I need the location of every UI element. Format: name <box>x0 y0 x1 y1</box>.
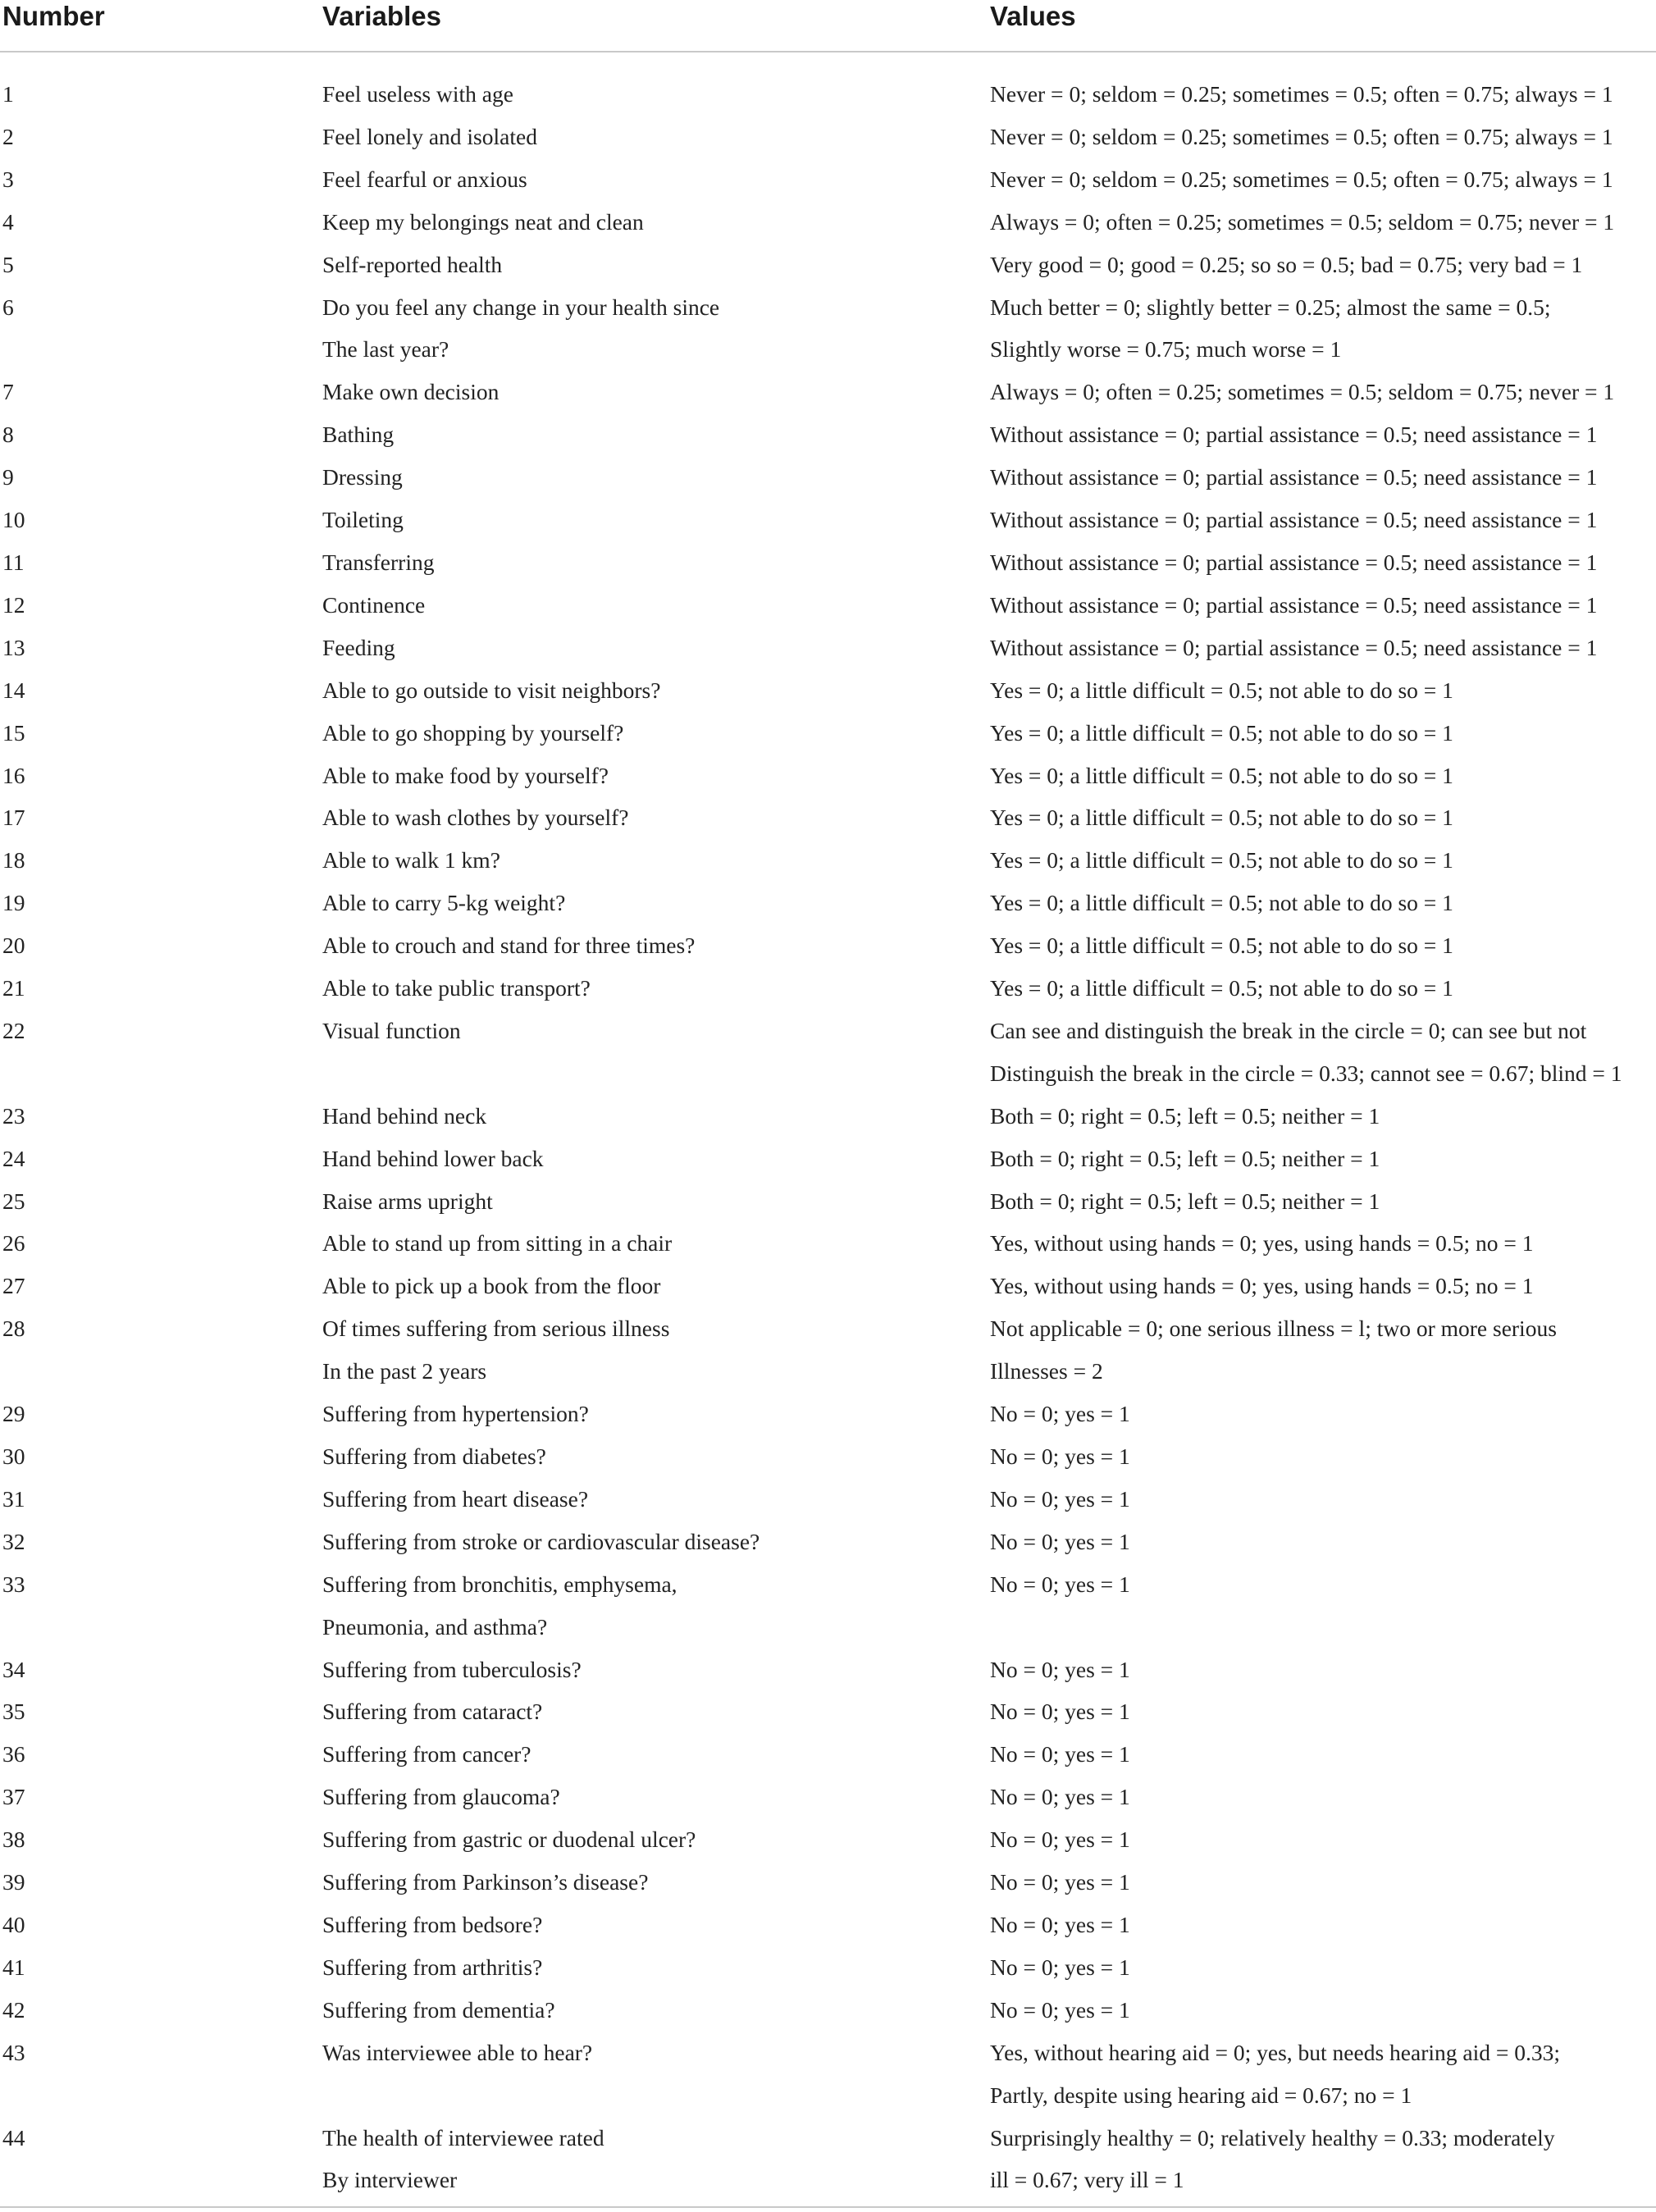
cell-variable <box>322 1095 990 1138</box>
table-row <box>0 1818 1656 1861</box>
cell-value-line: No = 0; yes = 1 <box>990 1656 1130 1682</box>
cell-variable-line: Feel lonely and isolated <box>322 123 537 149</box>
cell-variable-line: Suffering from tuberculosis? <box>322 1656 582 1682</box>
cell-number: 8 <box>2 422 14 448</box>
cell-value-line: Partly, despite using hearing aid = 0.67; no = 1 <box>990 2082 1412 2108</box>
cell-value <box>990 924 1656 967</box>
table-row <box>0 712 1656 755</box>
cell-value <box>990 158 1656 201</box>
cell-variable <box>322 73 990 116</box>
cell-variable-line: Was interviewee able to hear? <box>322 2039 593 2065</box>
cell-value <box>990 1861 1656 1904</box>
table-row <box>0 1776 1656 1818</box>
cell-value <box>990 839 1656 882</box>
cell-variable <box>322 244 990 286</box>
cell-value-line: Yes, without using hands = 0; yes, using hands = 0.5; no = 1 <box>990 1230 1534 1257</box>
cell-value-line: Yes = 0; a little difficult = 0.5; not able to do so = 1 <box>990 762 1453 788</box>
cell-number: 35 <box>2 1699 25 1725</box>
table-row <box>0 669 1656 712</box>
cell-value-line: Yes = 0; a little difficult = 0.5; not able to do so = 1 <box>990 975 1453 1001</box>
cell-number: 16 <box>2 762 25 788</box>
cell-value <box>990 456 1656 499</box>
cell-variable <box>322 1776 990 1818</box>
cell-value-line: Both = 0; right = 0.5; left = 0.5; neither = 1 <box>990 1102 1380 1129</box>
cell-variable-line: Continence <box>322 591 426 618</box>
cell-number: 43 <box>2 2039 25 2065</box>
table-row <box>0 456 1656 499</box>
cell-number: 6 <box>2 294 14 320</box>
cell-variable <box>322 1563 990 1649</box>
cell-variable-line: Bathing <box>322 422 395 448</box>
cell-value <box>990 796 1656 839</box>
cell-value <box>990 1222 1656 1265</box>
cell-number: 31 <box>2 1485 25 1512</box>
cell-number: 15 <box>2 719 25 746</box>
cell-variable-line: Suffering from Parkinson’s disease? <box>322 1869 649 1895</box>
cell-variable-line: Suffering from diabetes? <box>322 1444 546 1469</box>
table-header <box>0 0 1656 52</box>
cell-number: 28 <box>2 1316 25 1342</box>
table-row <box>0 1435 1656 1478</box>
cell-variable-line: The last year? <box>322 336 449 363</box>
cell-number: 4 <box>2 208 14 235</box>
cell-variable-line: In the past 2 years <box>322 1358 487 1384</box>
table-row <box>0 541 1656 584</box>
table-row <box>0 2032 1656 2117</box>
cell-value <box>990 2117 1656 2202</box>
table-row <box>0 839 1656 882</box>
cell-value-line: Always = 0; often = 0.25; sometimes = 0.5; seldom = 0.75; never = 1 <box>990 379 1615 405</box>
cell-number: 2 <box>2 123 14 149</box>
table-row <box>0 1393 1656 1435</box>
cell-number: 22 <box>2 1017 25 1043</box>
cell-variable <box>322 712 990 755</box>
cell-value <box>990 1095 1656 1138</box>
cell-number: 38 <box>2 1827 25 1853</box>
cell-variable <box>322 967 990 1010</box>
cell-value <box>990 1393 1656 1435</box>
cell-variable <box>322 116 990 158</box>
table-row <box>0 755 1656 797</box>
cell-value-line: Slightly worse = 0.75; much worse = 1 <box>990 336 1342 363</box>
table-row <box>0 1563 1656 1649</box>
cell-variable-line: Suffering from glaucoma? <box>322 1784 560 1810</box>
table-row <box>0 1010 1656 1095</box>
cell-variable <box>322 499 990 541</box>
table-row <box>0 1904 1656 1946</box>
table-row <box>0 1478 1656 1521</box>
cell-variable-line: Dressing <box>322 464 403 490</box>
table-row <box>0 627 1656 669</box>
cell-value <box>990 1435 1656 1478</box>
cell-value <box>990 1818 1656 1861</box>
cell-value-line: ill = 0.67; very ill = 1 <box>990 2167 1184 2193</box>
cell-variable <box>322 1989 990 2032</box>
cell-number: 27 <box>2 1273 25 1299</box>
cell-value-line: No = 0; yes = 1 <box>990 1571 1130 1597</box>
cell-value-line: Distinguish the break in the circle = 0.33; cannot see = 0.67; blind = 1 <box>990 1060 1622 1086</box>
cell-value-line: Both = 0; right = 0.5; left = 0.5; neither = 1 <box>990 1145 1380 1171</box>
cell-variable-line: Able to take public transport? <box>322 975 591 1001</box>
cell-variable-line: Feeding <box>322 634 395 660</box>
cell-variable-line: Able to carry 5-kg weight? <box>322 890 566 916</box>
cell-value <box>990 1989 1656 2032</box>
cell-number: 20 <box>2 933 25 959</box>
cell-number: 7 <box>2 379 14 405</box>
cell-value-line: Much better = 0; slightly better = 0.25; almost the same = 0.5; <box>990 294 1551 320</box>
cell-variable-line: Suffering from heart disease? <box>322 1485 589 1512</box>
cell-variable-line: Suffering from arthritis? <box>322 1954 543 1980</box>
cell-number: 34 <box>2 1656 25 1682</box>
cell-number: 21 <box>2 975 25 1001</box>
cell-variable-line: Visual function <box>322 1017 461 1043</box>
cell-value <box>990 1010 1656 1095</box>
cell-variable-line: Able to make food by yourself? <box>322 762 609 788</box>
cell-value <box>990 1946 1656 1989</box>
cell-variable-line: Able to walk 1 km? <box>322 847 500 873</box>
cell-value-line: No = 0; yes = 1 <box>990 1528 1130 1554</box>
cell-variable <box>322 584 990 627</box>
cell-variable <box>322 669 990 712</box>
table-bottom-rule <box>0 2206 1656 2208</box>
cell-variable <box>322 413 990 456</box>
cell-value-line: Not applicable = 0; one serious illness = l; two or more serious <box>990 1316 1557 1342</box>
cell-number: 41 <box>2 1954 25 1980</box>
cell-variable <box>322 1307 990 1393</box>
cell-variable-line: Able to stand up from sitting in a chair <box>322 1230 673 1257</box>
cell-variable <box>322 456 990 499</box>
cell-number: 19 <box>2 890 25 916</box>
cell-variable <box>322 796 990 839</box>
table-row <box>0 201 1656 244</box>
cell-value-line: Without assistance = 0; partial assistance = 0.5; need assistance = 1 <box>990 634 1598 660</box>
cell-variable <box>322 1818 990 1861</box>
table-row <box>0 1521 1656 1563</box>
cell-variable <box>322 882 990 924</box>
cell-value <box>990 1521 1656 1563</box>
cell-value <box>990 371 1656 413</box>
cell-variable <box>322 627 990 669</box>
cell-value-line: Yes = 0; a little difficult = 0.5; not able to do so = 1 <box>990 890 1453 916</box>
cell-variable <box>322 201 990 244</box>
cell-variable-line: Able to pick up a book from the floor <box>322 1273 661 1299</box>
cell-variable <box>322 1649 990 1691</box>
cell-variable <box>322 1478 990 1521</box>
cell-variable-line: Of times suffering from serious illness <box>322 1316 670 1342</box>
cell-variable <box>322 1393 990 1435</box>
cell-variable <box>322 371 990 413</box>
cell-variable-line: Transferring <box>322 549 435 575</box>
cell-value-line: Yes = 0; a little difficult = 0.5; not able to do so = 1 <box>990 933 1453 959</box>
cell-value-line: No = 0; yes = 1 <box>990 1954 1130 1980</box>
table-row <box>0 244 1656 286</box>
table-row <box>0 1946 1656 1989</box>
table-row <box>0 371 1656 413</box>
cell-number: 5 <box>2 251 14 277</box>
cell-number: 24 <box>2 1145 25 1171</box>
cell-value-line: No = 0; yes = 1 <box>990 1444 1130 1469</box>
cell-value-line: Never = 0; seldom = 0.25; sometimes = 0.5; often = 0.75; always = 1 <box>990 166 1613 192</box>
table-row <box>0 1180 1656 1223</box>
cell-value <box>990 1307 1656 1393</box>
cell-variable <box>322 1521 990 1563</box>
table-row <box>0 1095 1656 1138</box>
table-row <box>0 2117 1656 2202</box>
cell-value <box>990 1776 1656 1818</box>
cell-value <box>990 286 1656 372</box>
cell-value <box>990 1478 1656 1521</box>
cell-number: 17 <box>2 805 25 831</box>
cell-value-line: Yes = 0; a little difficult = 0.5; not able to do so = 1 <box>990 805 1453 831</box>
cell-variable-line: Suffering from stroke or cardiovascular disease? <box>322 1528 760 1554</box>
cell-variable-line: Able to go shopping by yourself? <box>322 719 624 746</box>
cell-variable <box>322 158 990 201</box>
cell-variable <box>322 541 990 584</box>
cell-number: 40 <box>2 1911 25 1937</box>
cell-value <box>990 499 1656 541</box>
cell-value-line: No = 0; yes = 1 <box>990 1784 1130 1810</box>
cell-variable-line: Suffering from bedsore? <box>322 1911 543 1937</box>
cell-number: 39 <box>2 1869 25 1895</box>
table-row <box>0 158 1656 201</box>
cell-variable-line: Suffering from gastric or duodenal ulcer? <box>322 1827 696 1853</box>
cell-value <box>990 1138 1656 1180</box>
cell-value-line: Surprisingly healthy = 0; relatively healthy = 0.33; moderately <box>990 2124 1555 2150</box>
cell-value-line: Always = 0; often = 0.25; sometimes = 0.5; seldom = 0.75; never = 1 <box>990 208 1615 235</box>
cell-number: 9 <box>2 464 14 490</box>
cell-value-line: Both = 0; right = 0.5; left = 0.5; neither = 1 <box>990 1188 1380 1214</box>
table-row <box>0 413 1656 456</box>
cell-variable <box>322 1180 990 1223</box>
cell-value-line: No = 0; yes = 1 <box>990 1827 1130 1853</box>
cell-number: 10 <box>2 507 25 533</box>
cell-variable <box>322 2032 990 2117</box>
cell-value-line: Yes, without using hands = 0; yes, using hands = 0.5; no = 1 <box>990 1273 1534 1299</box>
cell-variable-line: By interviewer <box>322 2167 458 2193</box>
cell-variable <box>322 1733 990 1776</box>
cell-variable <box>322 1010 990 1095</box>
cell-value-line: Without assistance = 0; partial assistance = 0.5; need assistance = 1 <box>990 507 1598 533</box>
cell-value-line: Without assistance = 0; partial assistance = 0.5; need assistance = 1 <box>990 422 1598 448</box>
cell-variable-line: Suffering from dementia? <box>322 1996 555 2023</box>
header-number: Number <box>2 1 105 31</box>
cell-variable <box>322 1138 990 1180</box>
cell-value <box>990 413 1656 456</box>
table-row <box>0 1138 1656 1180</box>
cell-value <box>990 967 1656 1010</box>
cell-value-line: Illnesses = 2 <box>990 1358 1103 1384</box>
cell-number: 26 <box>2 1230 25 1257</box>
cell-variable <box>322 839 990 882</box>
cell-variable-line: Raise arms upright <box>322 1188 493 1214</box>
table-row <box>0 1222 1656 1265</box>
cell-value <box>990 2032 1656 2117</box>
cell-value-line: Never = 0; seldom = 0.25; sometimes = 0.5; often = 0.75; always = 1 <box>990 123 1613 149</box>
cell-variable <box>322 1222 990 1265</box>
cell-variable-line: Pneumonia, and asthma? <box>322 1613 548 1640</box>
cell-value <box>990 584 1656 627</box>
table-row <box>0 499 1656 541</box>
cell-value-line: Never = 0; seldom = 0.25; sometimes = 0.5; often = 0.75; always = 1 <box>990 81 1613 107</box>
table-row <box>0 286 1656 372</box>
header-values: Values <box>990 1 1076 31</box>
table-body <box>0 73 1656 2201</box>
cell-value-line: No = 0; yes = 1 <box>990 1911 1130 1937</box>
cell-number: 14 <box>2 677 25 703</box>
cell-value <box>990 1733 1656 1776</box>
cell-variable <box>322 1904 990 1946</box>
cell-variable-line: Able to wash clothes by yourself? <box>322 805 629 831</box>
table-row <box>0 882 1656 924</box>
cell-variable-line: Suffering from hypertension? <box>322 1401 589 1427</box>
cell-value-line: Can see and distinguish the break in the circle = 0; can see but not <box>990 1017 1587 1043</box>
cell-variable-line: Self-reported health <box>322 251 503 277</box>
cell-value <box>990 201 1656 244</box>
cell-value <box>990 73 1656 116</box>
cell-value <box>990 627 1656 669</box>
cell-number: 36 <box>2 1741 25 1767</box>
table-row <box>0 924 1656 967</box>
cell-variable <box>322 755 990 797</box>
cell-value <box>990 755 1656 797</box>
cell-variable-line: Suffering from cancer? <box>322 1741 531 1767</box>
cell-number: 12 <box>2 591 25 618</box>
table-row <box>0 1307 1656 1393</box>
cell-variable <box>322 286 990 372</box>
table-row <box>0 1690 1656 1733</box>
header-variables: Variables <box>322 1 441 31</box>
cell-number: 3 <box>2 166 14 192</box>
table-row <box>0 584 1656 627</box>
cell-number: 23 <box>2 1102 25 1129</box>
cell-value-line: Yes = 0; a little difficult = 0.5; not able to do so = 1 <box>990 847 1453 873</box>
table-row <box>0 116 1656 158</box>
cell-value-line: No = 0; yes = 1 <box>990 1996 1130 2023</box>
cell-value-line: Without assistance = 0; partial assistance = 0.5; need assistance = 1 <box>990 591 1598 618</box>
table-row <box>0 1265 1656 1307</box>
cell-variable <box>322 1265 990 1307</box>
cell-number: 13 <box>2 634 25 660</box>
cell-variable-line: Keep my belongings neat and clean <box>322 208 644 235</box>
cell-value <box>990 1904 1656 1946</box>
cell-variable-line: Able to crouch and stand for three times? <box>322 933 696 959</box>
cell-variable-line: Suffering from bronchitis, emphysema, <box>322 1571 677 1597</box>
cell-variable-line: Hand behind neck <box>322 1102 487 1129</box>
cell-value-line: No = 0; yes = 1 <box>990 1699 1130 1725</box>
cell-value-line: No = 0; yes = 1 <box>990 1869 1130 1895</box>
table-row <box>0 1649 1656 1691</box>
cell-number: 37 <box>2 1784 25 1810</box>
cell-value <box>990 882 1656 924</box>
cell-value <box>990 1563 1656 1649</box>
cell-number: 11 <box>2 549 25 575</box>
table-row <box>0 967 1656 1010</box>
cell-number: 29 <box>2 1401 25 1427</box>
cell-variable-line: Make own decision <box>322 379 500 405</box>
table-row <box>0 1733 1656 1776</box>
cell-value <box>990 541 1656 584</box>
table-row <box>0 1861 1656 1904</box>
cell-value <box>990 1265 1656 1307</box>
cell-number: 25 <box>2 1188 25 1214</box>
cell-value <box>990 1690 1656 1733</box>
cell-variable <box>322 2117 990 2202</box>
cell-value-line: Yes = 0; a little difficult = 0.5; not able to do so = 1 <box>990 719 1453 746</box>
cell-value <box>990 244 1656 286</box>
cell-variable-line: Able to go outside to visit neighbors? <box>322 677 661 703</box>
cell-value <box>990 116 1656 158</box>
cell-number: 1 <box>2 81 14 107</box>
cell-variable-line: Feel fearful or anxious <box>322 166 527 192</box>
cell-variable <box>322 1435 990 1478</box>
cell-number: 33 <box>2 1571 25 1597</box>
cell-number: 42 <box>2 1996 25 2023</box>
cell-value-line: Very good = 0; good = 0.25; so so = 0.5; bad = 0.75; very bad = 1 <box>990 251 1583 277</box>
cell-value-line: Yes = 0; a little difficult = 0.5; not able to do so = 1 <box>990 677 1453 703</box>
cell-value <box>990 712 1656 755</box>
cell-value-line: Without assistance = 0; partial assistance = 0.5; need assistance = 1 <box>990 549 1598 575</box>
cell-variable-line: The health of interviewee rated <box>322 2124 604 2150</box>
cell-value <box>990 1180 1656 1223</box>
cell-number: 32 <box>2 1528 25 1554</box>
cell-variable-line: Toileting <box>322 507 404 533</box>
cell-variable-line: Do you feel any change in your health since <box>322 294 720 320</box>
cell-variable <box>322 1861 990 1904</box>
table-row <box>0 73 1656 116</box>
cell-value <box>990 669 1656 712</box>
cell-variable-line: Suffering from cataract? <box>322 1699 543 1725</box>
cell-variable <box>322 1946 990 1989</box>
cell-variable-line: Feel useless with age <box>322 81 513 107</box>
cell-value-line: Without assistance = 0; partial assistance = 0.5; need assistance = 1 <box>990 464 1598 490</box>
cell-number: 18 <box>2 847 25 873</box>
cell-value <box>990 1649 1656 1691</box>
cell-variable-line: Hand behind lower back <box>322 1145 544 1171</box>
cell-variable <box>322 1690 990 1733</box>
table-row <box>0 796 1656 839</box>
cell-value-line: Yes, without hearing aid = 0; yes, but needs hearing aid = 0.33; <box>990 2039 1560 2065</box>
cell-number: 30 <box>2 1444 25 1469</box>
table-row <box>0 1989 1656 2032</box>
cell-variable <box>322 924 990 967</box>
cell-value-line: No = 0; yes = 1 <box>990 1741 1130 1767</box>
cell-value-line: No = 0; yes = 1 <box>990 1401 1130 1427</box>
cell-value-line: No = 0; yes = 1 <box>990 1485 1130 1512</box>
cell-number: 44 <box>2 2124 25 2150</box>
